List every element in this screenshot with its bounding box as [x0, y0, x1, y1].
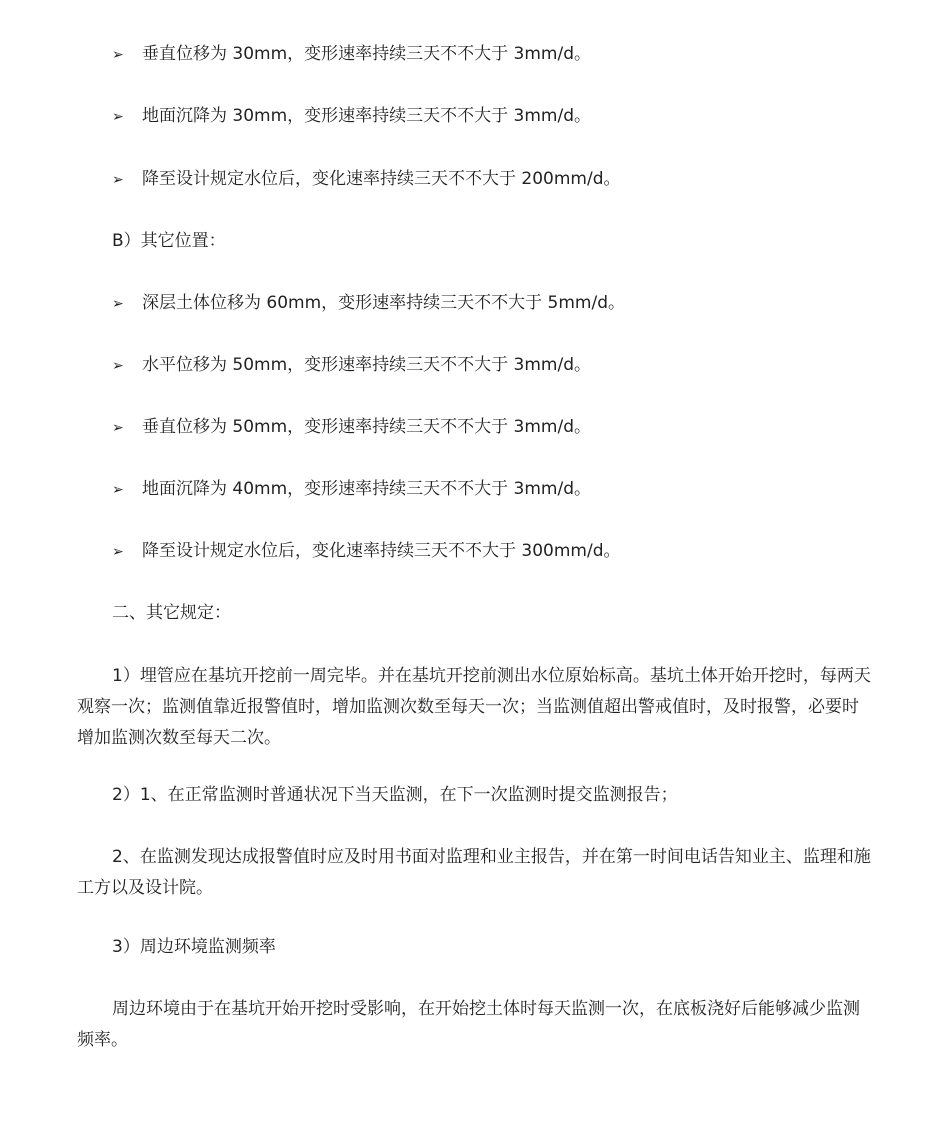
list-item [112, 39, 591, 70]
list-item-text: 降至设计规定水位后，变化速率持续三天不不大于 200mm/d。 [142, 169, 621, 189]
paragraph-heading: 3）周边环境监测频率 [112, 937, 276, 957]
list-item [112, 536, 621, 567]
list-item-text: 垂直位移为 30mm，变形速率持续三天不不大于 3mm/d。 [142, 44, 592, 64]
arrow-bullet-icon: ➢ [112, 47, 124, 63]
arrow-bullet-icon: ➢ [112, 172, 124, 188]
arrow-bullet-icon: ➢ [112, 109, 124, 125]
list-item-text: 垂直位移为 50mm，变形速率持续三天不不大于 3mm/d。 [142, 417, 592, 437]
list-item [112, 474, 591, 505]
section-heading: 二、其它规定： [112, 603, 231, 623]
paragraph: 2、在监测发现达成报警值时应及时用书面对监理和业主报告，并在第一时间电话告知业主、监理和施工方以及设计院。 [77, 847, 871, 898]
list-item [112, 288, 625, 319]
list-item [112, 412, 591, 443]
paragraph: 2）1、在正常监测时普通状况下当天监测，在下一次监测时提交监测报告； [112, 785, 678, 805]
paragraph: 1）埋管应在基坑开挖前一周完毕。并在基坑开挖前测出水位原始标高。基坑土体开始开挖时，每两天观察一次；监测值靠近报警值时，增加监测次数至每天一次；当监测值超出警戒值时，及时报警，必要时增加监测次数至每天二次。 [77, 666, 871, 748]
list-item [112, 101, 591, 132]
arrow-bullet-icon: ➢ [112, 420, 124, 436]
list-item-text: 深层土体位移为 60mm，变形速率持续三天不不大于 5mm/d。 [142, 293, 626, 313]
list-item [112, 164, 621, 195]
arrow-bullet-icon: ➢ [112, 358, 124, 374]
list-item [112, 350, 591, 381]
arrow-bullet-icon: ➢ [112, 544, 124, 560]
paragraph: 周边环境由于在基坑开始开挖时受影响，在开始挖土体时每天监测一次，在底板浇好后能够减少监测频率。 [77, 999, 860, 1050]
list-item-text: 地面沉降为 40mm，变形速率持续三天不不大于 3mm/d。 [142, 479, 592, 499]
arrow-bullet-icon: ➢ [112, 482, 124, 498]
arrow-bullet-icon: ➢ [112, 296, 124, 312]
section-heading: B）其它位置： [112, 231, 226, 251]
list-item-text: 降至设计规定水位后，变化速率持续三天不不大于 300mm/d。 [142, 541, 621, 561]
list-item-text: 地面沉降为 30mm，变形速率持续三天不不大于 3mm/d。 [142, 106, 592, 126]
list-item-text: 水平位移为 50mm，变形速率持续三天不不大于 3mm/d。 [142, 355, 592, 375]
